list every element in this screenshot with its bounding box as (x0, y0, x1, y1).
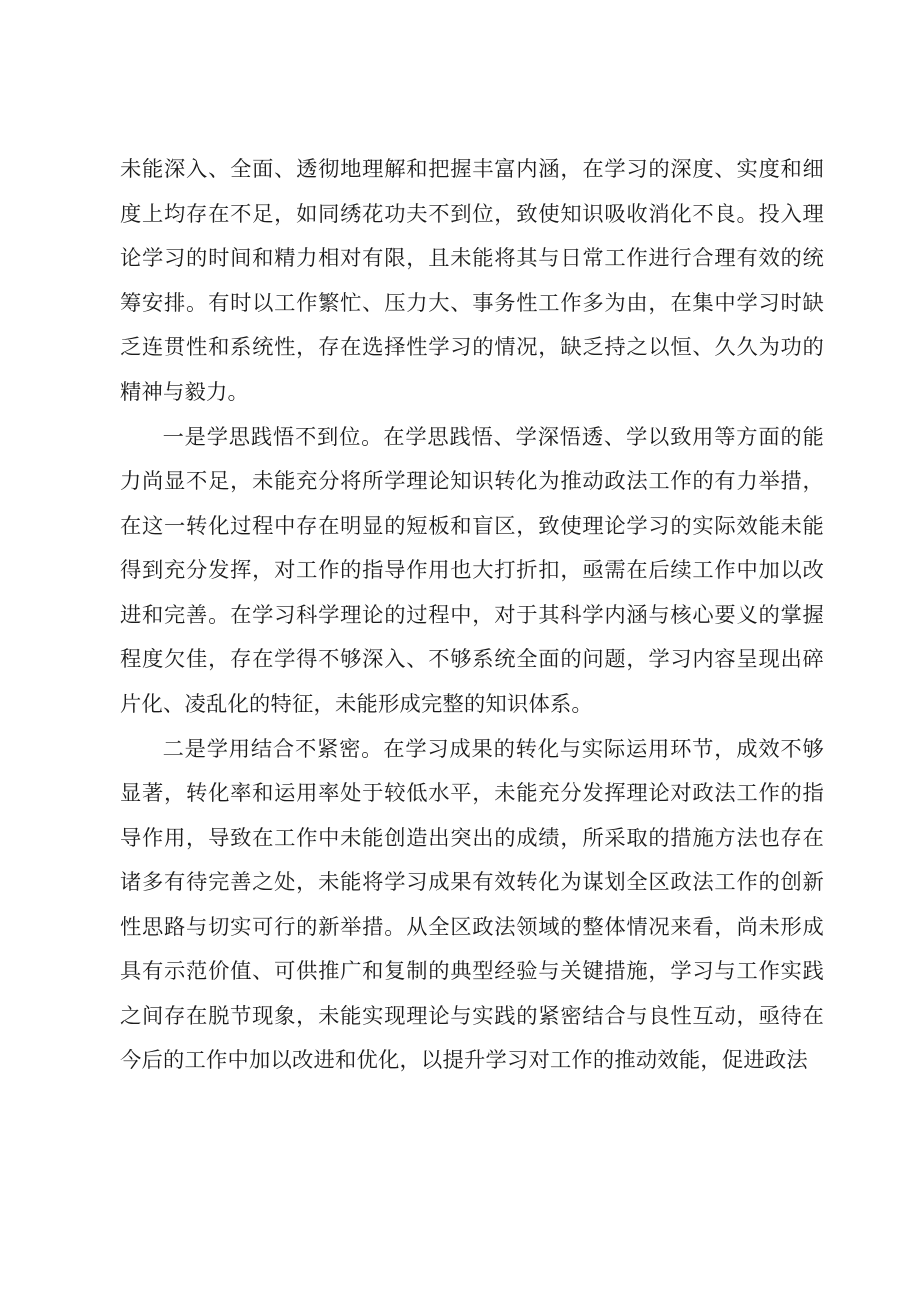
paragraph-continuation: 未能深入、全面、透彻地理解和把握丰富内涵，在学习的深度、实度和细度上均存在不足，如同绣花功夫不到位，致使知识吸收消化不良。投入理论学习的时间和精力相对有限，且未能将其与日常工作进行合理有效的统筹安排。有时以工作繁忙、压力大、事务性工作多为由，在集中学习时缺乏连贯性和系统性，存在选择性学习的情况，缺乏持之以恒、久久为功的精神与毅力。 (120, 157, 824, 405)
document-body (120, 148, 824, 1084)
paragraph-point-one: 一是学思践悟不到位。在学思践悟、学深悟透、学以致用等方面的能力尚显不足，未能充分将所学理论知识转化为推动政法工作的有力举措，在这一转化过程中存在明显的短板和盲区，致使理论学习的实际效能未能得到充分发挥，对工作的指导作用也大打折扣，亟需在后续工作中加以改进和完善。在学习科学理论的过程中，对于其科学内涵与核心要义的掌握程度欠佳，存在学得不够深入、不够系统全面的问题，学习内容呈现出碎片化、凌乱化的特征，未能形成完整的知识体系。 (120, 424, 824, 717)
paragraph-point-two: 二是学用结合不紧密。在学习成果的转化与实际运用环节，成效不够显著，转化率和运用率处于较低水平，未能充分发挥理论对政法工作的指导作用，导致在工作中未能创造出突出的成绩，所采取的措施方法也存在诸多有待完善之处，未能将学习成果有效转化为谋划全区政法工作的创新性思路与切实可行的新举措。从全区政法领域的整体情况来看，尚未形成具有示范价值、可供推广和复制的典型经验与关键措施，学习与工作实践之间存在脱节现象，未能实现理论与实践的紧密结合与良性互动，亟待在今后的工作中加以改进和优化，以提升学习对工作的推动效能，促进政法 (120, 736, 824, 1073)
